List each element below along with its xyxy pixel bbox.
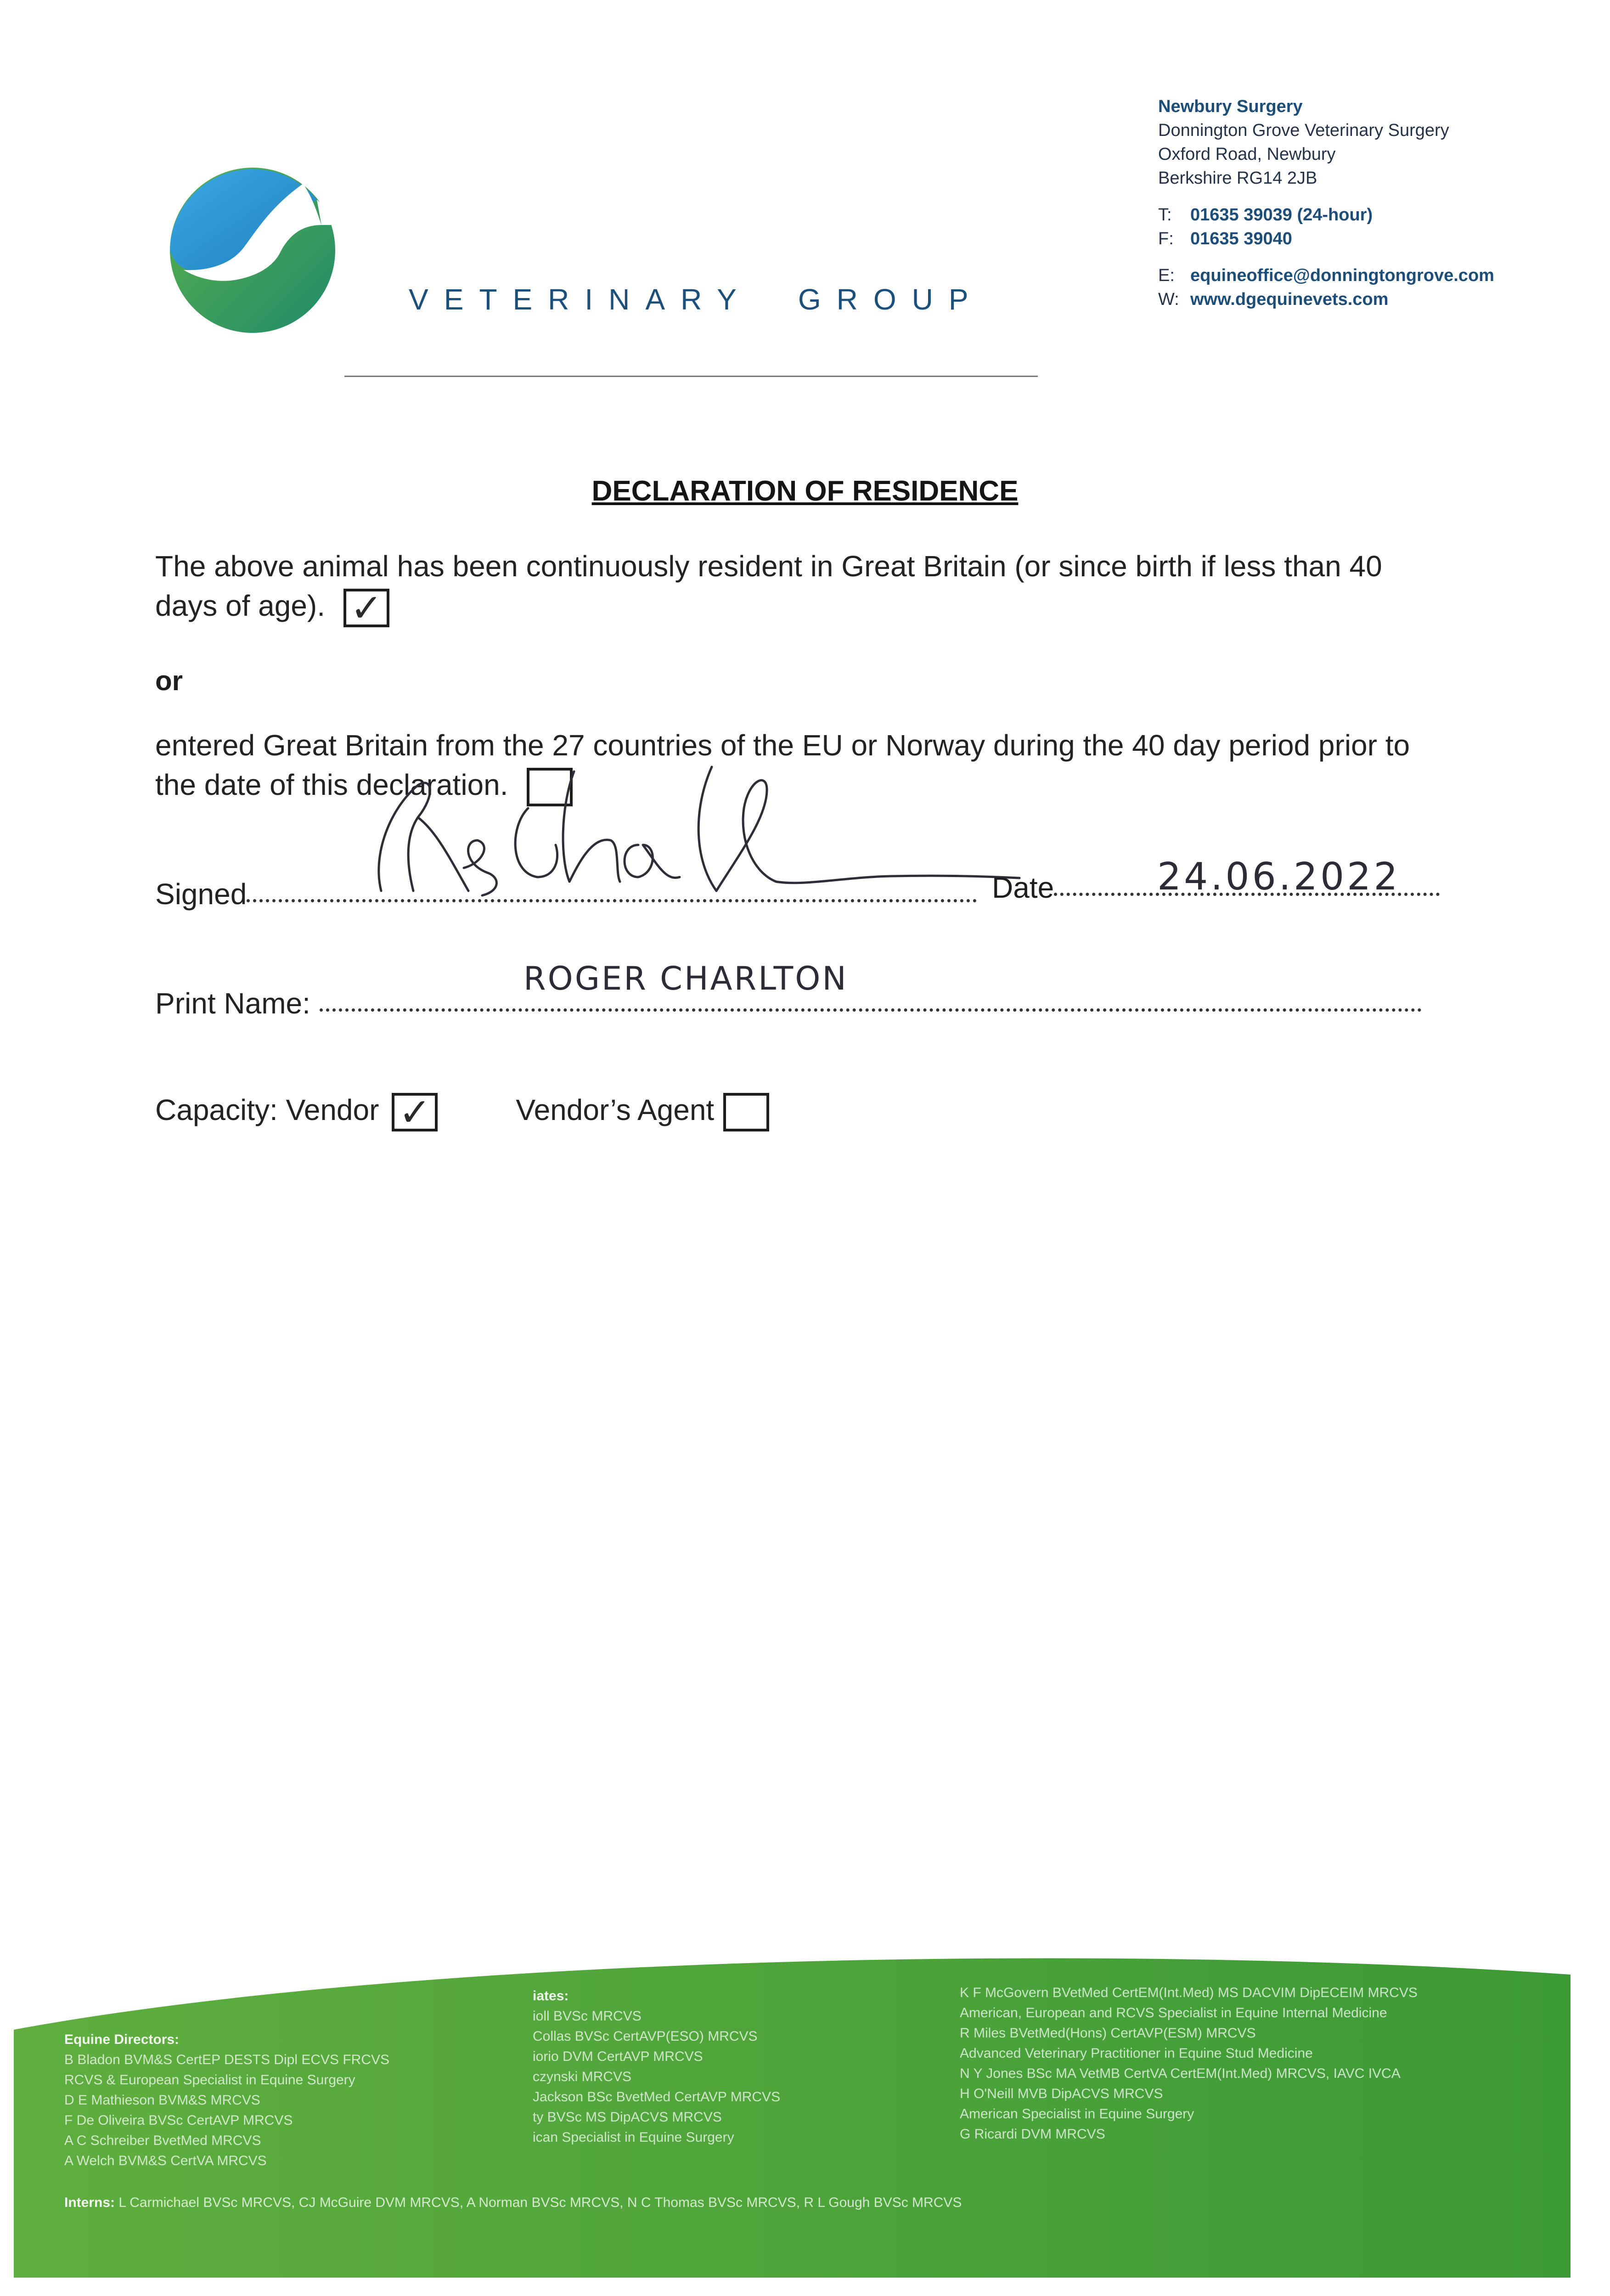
print-name-value: ROGER CHARLTON bbox=[524, 960, 848, 997]
footer-interns bbox=[64, 2195, 962, 2211]
specialist-line: American Specialist in Equine Surgery bbox=[960, 2106, 1194, 2122]
date-label: Date bbox=[992, 871, 1054, 904]
signed-dotted-line bbox=[247, 899, 977, 902]
address-line-2: Oxford Road, Newbury bbox=[1158, 145, 1336, 164]
vendor-checkmark-icon: ✓ bbox=[399, 1090, 431, 1135]
or-separator: or bbox=[155, 665, 183, 696]
group-name-word-1: VETERINARY bbox=[409, 283, 752, 316]
associate-line: Jackson BSc BvetMed CertAVP MRCVS bbox=[533, 2089, 781, 2105]
fax-row bbox=[1158, 227, 1494, 251]
email-row bbox=[1158, 264, 1494, 287]
signed-field[interactable] bbox=[155, 877, 977, 911]
vendors-agent-label: Vendor’s Agent bbox=[516, 1093, 715, 1126]
director-line: B Bladon BVM&S CertEP DESTS Dipl ECVS FRCVS bbox=[64, 2052, 390, 2067]
address-line-1: Donnington Grove Veterinary Surgery bbox=[1158, 121, 1449, 140]
header-divider bbox=[344, 376, 1038, 377]
associate-line: ty BVSc MS DipACVS MRCVS bbox=[533, 2110, 722, 2125]
print-name-dotted-line bbox=[320, 1008, 1422, 1012]
resident-statement bbox=[155, 546, 1450, 631]
director-line: A C Schreiber BvetMed MRCVS bbox=[64, 2133, 261, 2148]
director-line: A Welch BVM&S CertVA MRCVS bbox=[64, 2153, 267, 2168]
date-value: 24.06.2022 bbox=[1157, 855, 1401, 899]
specialist-line: K F McGovern BVetMed CertEM(Int.Med) MS DACVIM DipECEIM MRCVS bbox=[960, 1985, 1418, 2000]
group-name bbox=[409, 282, 984, 316]
footer-directors bbox=[64, 2030, 389, 2171]
fax-label: F: bbox=[1158, 229, 1174, 248]
eu-entry-statement-text: entered Great Britain from the 27 countries of the EU or Norway during the 40 day period prior to the date of this declaration. bbox=[155, 729, 1410, 801]
capacity-row bbox=[155, 1090, 769, 1135]
website-row bbox=[1158, 287, 1494, 311]
specialist-line: Advanced Veterinary Practitioner in Equine Stud Medicine bbox=[960, 2046, 1313, 2061]
director-line: D E Mathieson BVM&S MRCVS bbox=[64, 2093, 260, 2108]
website-link[interactable]: www.dgequinevets.com bbox=[1190, 290, 1389, 309]
associate-line: iorio DVM CertAVP MRCVS bbox=[533, 2049, 703, 2064]
associate-line: czynski MRCVS bbox=[533, 2069, 632, 2084]
address-line-3: Berkshire RG14 2JB bbox=[1158, 169, 1317, 188]
fax-number: 01635 39040 bbox=[1190, 229, 1292, 248]
specialist-line: H O'Neill MVB DipACVS MRCVS bbox=[960, 2086, 1163, 2101]
directors-heading: Equine Directors: bbox=[64, 2032, 180, 2047]
director-line: RCVS & European Specialist in Equine Surgery bbox=[64, 2072, 355, 2088]
vendor-checkbox[interactable] bbox=[392, 1090, 438, 1135]
group-name-word-2: GROUP bbox=[798, 283, 984, 316]
interns-heading: Interns: bbox=[64, 2195, 115, 2210]
signed-label: Signed bbox=[155, 878, 247, 911]
associate-line: ican Specialist in Equine Surgery bbox=[533, 2130, 734, 2145]
associates-heading: iates: bbox=[533, 1988, 569, 2003]
vendors-agent-checkbox[interactable] bbox=[723, 1093, 769, 1131]
specialist-line: R Miles BVetMed(Hons) CertAVP(ESM) MRCVS bbox=[960, 2026, 1256, 2041]
email-link[interactable]: equineoffice@donningtongrove.com bbox=[1190, 266, 1494, 285]
footer-associates bbox=[533, 1986, 780, 2148]
director-line: F De Oliveira BVSc CertAVP MRCVS bbox=[64, 2113, 293, 2128]
resident-checkmark-icon: ✓ bbox=[350, 585, 383, 631]
contact-block bbox=[1158, 95, 1494, 311]
email-label: E: bbox=[1158, 266, 1175, 285]
print-name-label: Print Name: bbox=[155, 987, 310, 1020]
footer-specialists bbox=[960, 1983, 1418, 2144]
specialist-line: American, European and RCVS Specialist in Equine Internal Medicine bbox=[960, 2005, 1387, 2020]
telephone-label: T: bbox=[1158, 205, 1172, 225]
declaration-title: DECLARATION OF RESIDENCE bbox=[591, 475, 1019, 507]
resident-statement-text: The above animal has been continuously resident in Great Britain (or since birth if less than 40 days of age). bbox=[155, 550, 1382, 622]
surgery-name: Newbury Surgery bbox=[1158, 97, 1303, 116]
resident-checkbox[interactable] bbox=[343, 585, 389, 631]
telephone-row bbox=[1158, 203, 1494, 227]
associate-line: ioll BVSc MRCVS bbox=[533, 2009, 642, 2024]
interns-list: L Carmichael BVSc MRCVS, CJ McGuire DVM MRCVS, A Norman BVSc MRCVS, N C Thomas BVSc MRCVS, R L Gough BVSc MRCVS bbox=[118, 2195, 962, 2210]
specialist-line: N Y Jones BSc MA VetMB CertVA CertEM(Int.Med) MRCVS, IAVC IVCA bbox=[960, 2066, 1401, 2081]
capacity-vendor-label: Capacity: Vendor bbox=[155, 1093, 379, 1126]
veterinary-group-logo bbox=[165, 156, 349, 340]
website-label: W: bbox=[1158, 290, 1179, 309]
telephone-number: 01635 39039 (24-hour) bbox=[1190, 205, 1373, 225]
specialist-line: G Ricardi DVM MRCVS bbox=[960, 2127, 1105, 2142]
associate-line: Collas BVSc CertAVP(ESO) MRCVS bbox=[533, 2029, 758, 2044]
